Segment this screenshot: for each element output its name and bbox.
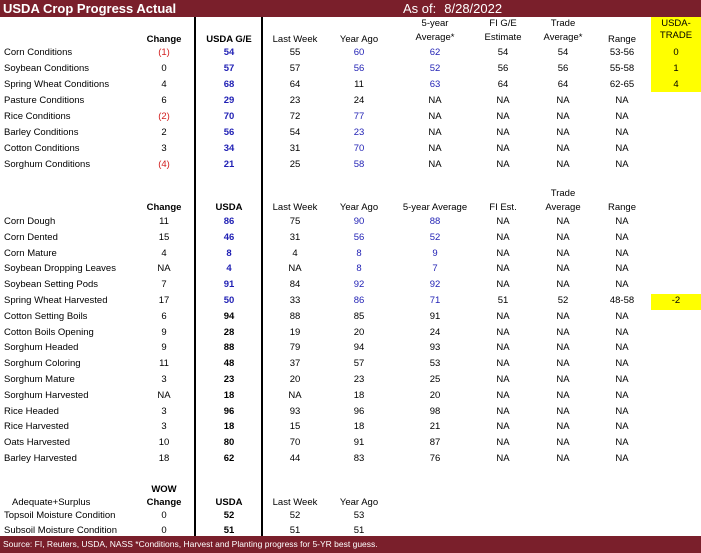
fi-estimate-value: 54 — [497, 47, 509, 58]
change-value: 17 — [158, 295, 170, 306]
trade-average-value: NA — [556, 231, 570, 243]
header-usda: USDA — [215, 202, 243, 213]
fi-estimate-value: NA — [496, 143, 510, 154]
last-week-value: 70 — [289, 437, 301, 449]
usda-value: 80 — [223, 437, 235, 449]
fi-estimate-value: NA — [496, 421, 510, 433]
change-value: (4) — [158, 159, 170, 170]
fi-estimate-value: NA — [496, 437, 510, 449]
trade-average-value: 52 — [557, 295, 569, 306]
header-five-year: 5-year Average — [402, 202, 468, 213]
usda-value: 23 — [223, 374, 235, 385]
year-ago-value: 11 — [354, 79, 364, 90]
five-year-value: 24 — [429, 326, 441, 338]
last-week-value: 4 — [292, 247, 298, 259]
range-value: NA — [615, 127, 629, 138]
usda-value: 29 — [223, 95, 235, 106]
last-week-value: 75 — [289, 216, 301, 227]
fi-estimate-value: NA — [496, 342, 510, 354]
as-of-label: As of: — [403, 1, 437, 16]
range-value: 55-58 — [609, 63, 635, 74]
range-value: NA — [615, 247, 629, 259]
last-week-value: 15 — [289, 421, 301, 433]
last-week-value: 25 — [289, 159, 301, 170]
range-value: NA — [615, 421, 629, 433]
trade-average-value: NA — [556, 437, 570, 449]
header-bar — [0, 0, 701, 17]
as-of-date — [403, 0, 502, 17]
change-value: 3 — [161, 405, 167, 417]
usda-value: 57 — [223, 63, 235, 74]
fi-estimate-value: NA — [496, 111, 510, 122]
change-value: 11 — [159, 216, 169, 227]
trade-average-value: NA — [556, 111, 570, 122]
last-week-value: 33 — [289, 295, 301, 306]
five-year-value: 63 — [429, 79, 441, 90]
change-value: NA — [157, 263, 171, 275]
year-ago-value: 86 — [353, 295, 365, 306]
last-week-value: 20 — [289, 374, 301, 385]
five-year-value: 62 — [429, 47, 441, 58]
header-usda-trade: USDA- — [661, 18, 691, 29]
row-label: Barley Harvested — [4, 453, 77, 464]
usda-value: 86 — [223, 216, 235, 227]
row-label: Cotton Boils Opening — [4, 326, 94, 338]
row-label: Rice Headed — [4, 405, 59, 417]
trade-average-value: NA — [556, 216, 570, 227]
year-ago-value: 18 — [353, 389, 365, 401]
row-label: Corn Dented — [4, 231, 58, 243]
header-trade-sub: Average — [545, 202, 581, 213]
fi-estimate-value: NA — [496, 358, 510, 370]
range-value: NA — [615, 389, 629, 401]
section-label-adequate-surplus: Adequate+Surplus — [12, 497, 91, 508]
year-ago-value: 23 — [353, 127, 365, 138]
row-label: Soybean Dropping Leaves — [4, 263, 116, 275]
five-year-value: NA — [428, 159, 442, 170]
trade-average-value: NA — [556, 326, 570, 338]
year-ago-value: 70 — [353, 143, 365, 154]
change-value: 9 — [161, 342, 167, 354]
change-value: 7 — [161, 279, 167, 291]
range-value: 48-58 — [609, 295, 635, 306]
last-week-value: 64 — [289, 79, 301, 90]
row-label: Sorghum Mature — [4, 374, 75, 385]
fi-estimate-value: NA — [496, 453, 510, 464]
header-wow-change: Change — [146, 497, 182, 508]
range-value: NA — [615, 310, 629, 322]
header-last-week: Last Week — [272, 497, 318, 508]
five-year-value: NA — [428, 95, 442, 106]
five-year-value: 9 — [432, 247, 438, 259]
header-fi-sub: Estimate — [484, 32, 522, 43]
fi-estimate-value: 64 — [497, 79, 509, 90]
usda-trade-value: 4 — [673, 79, 679, 90]
last-week-value: 79 — [289, 342, 301, 354]
usda-value: 46 — [223, 231, 235, 243]
trade-average-value: NA — [556, 374, 570, 385]
trade-average-value: 56 — [557, 63, 569, 74]
fi-estimate-value: 51 — [497, 295, 509, 306]
row-label: Cotton Setting Boils — [4, 310, 88, 322]
year-ago-value: 90 — [353, 216, 365, 227]
five-year-value: 88 — [429, 216, 441, 227]
five-year-value: 21 — [429, 421, 441, 433]
range-value: NA — [615, 342, 629, 354]
usda-value: 8 — [226, 247, 232, 259]
change-value: (2) — [158, 111, 170, 122]
five-year-value: 53 — [429, 358, 441, 370]
trade-average-value: NA — [556, 342, 570, 354]
header-usda: USDA G/E — [206, 34, 252, 45]
header-change: Change — [146, 202, 182, 213]
five-year-value: 93 — [429, 342, 441, 354]
change-value: 0 — [161, 63, 167, 74]
change-value: 0 — [161, 525, 167, 536]
year-ago-value: 60 — [353, 47, 365, 58]
row-label: Oats Harvested — [4, 437, 70, 449]
last-week-value: 31 — [289, 143, 301, 154]
usda-value: 88 — [223, 342, 235, 354]
change-value: 9 — [161, 326, 167, 338]
header-fi: FI Est. — [489, 202, 517, 213]
last-week-value: 52 — [289, 510, 301, 521]
fi-estimate-value: NA — [496, 326, 510, 338]
change-value: 4 — [161, 247, 167, 259]
last-week-value: 72 — [289, 111, 301, 122]
trade-average-value: NA — [556, 127, 570, 138]
usda-trade-value: -2 — [671, 295, 681, 306]
header-usda-trade-sub: TRADE — [659, 30, 693, 41]
range-value: NA — [615, 326, 629, 338]
fi-estimate-value: NA — [496, 95, 510, 106]
row-label: Spring Wheat Conditions — [4, 79, 110, 90]
year-ago-value: 57 — [353, 358, 365, 370]
trade-average-value: 54 — [557, 47, 569, 58]
row-label: Rice Conditions — [4, 111, 71, 122]
header-year-ago: Year Ago — [339, 497, 379, 508]
five-year-value: 25 — [429, 374, 441, 385]
last-week-value: 37 — [289, 358, 301, 370]
five-year-value: 98 — [429, 405, 441, 417]
trade-average-value: NA — [556, 453, 570, 464]
footer-bar — [0, 536, 701, 553]
usda-value: 18 — [223, 389, 235, 401]
last-week-value: 51 — [289, 525, 301, 536]
header-last-week: Last Week — [272, 202, 318, 213]
year-ago-value: 91 — [353, 437, 365, 449]
change-value: 10 — [158, 437, 170, 449]
row-label: Corn Dough — [4, 216, 56, 227]
header-range: Range — [608, 34, 636, 45]
year-ago-value: 8 — [356, 263, 362, 275]
range-value: 53-56 — [609, 47, 635, 58]
fi-estimate-value: NA — [496, 127, 510, 138]
five-year-value: 91 — [429, 310, 441, 322]
last-week-value: 54 — [289, 127, 301, 138]
year-ago-value: 23 — [353, 374, 365, 385]
header-range: Range — [608, 202, 636, 213]
range-value: NA — [615, 358, 629, 370]
five-year-value: 92 — [429, 279, 441, 291]
year-ago-value: 56 — [353, 63, 365, 74]
usda-value: 70 — [223, 111, 235, 122]
usda-trade-value: 0 — [673, 47, 679, 58]
header-five-year-sub: Average* — [415, 32, 455, 43]
source-note: Source: FI, Reuters, USDA, NASS *Conditions, Harvest and Planting progress for 5-YR best guess. — [3, 539, 378, 549]
last-week-value: NA — [288, 389, 302, 401]
change-value: (1) — [158, 47, 170, 58]
five-year-value: NA — [428, 127, 442, 138]
header-trade-sub: Average* — [543, 32, 583, 43]
report-title: USDA Crop Progress Actual — [3, 1, 177, 16]
row-label: Sorghum Conditions — [4, 159, 91, 170]
row-label: Soybean Conditions — [4, 63, 90, 74]
fi-estimate-value: NA — [496, 159, 510, 170]
year-ago-value: 8 — [356, 247, 362, 259]
row-label: Sorghum Headed — [4, 342, 79, 354]
five-year-value: 20 — [429, 389, 441, 401]
last-week-value: 88 — [289, 310, 301, 322]
fi-estimate-value: NA — [496, 389, 510, 401]
year-ago-value: 58 — [353, 159, 365, 170]
last-week-value: 19 — [289, 326, 301, 338]
fi-estimate-value: NA — [496, 216, 510, 227]
range-value: NA — [615, 111, 629, 122]
range-value: NA — [615, 453, 629, 464]
year-ago-value: 51 — [353, 525, 365, 536]
usda-value: 51 — [223, 525, 235, 536]
last-week-value: 44 — [289, 453, 301, 464]
last-week-value: 93 — [289, 405, 301, 417]
trade-average-value: NA — [556, 159, 570, 170]
usda-value: 94 — [223, 310, 235, 322]
five-year-value: NA — [428, 143, 442, 154]
range-value: NA — [615, 279, 629, 291]
header-change: Change — [146, 34, 182, 45]
fi-estimate-value: NA — [496, 374, 510, 385]
range-value: NA — [615, 95, 629, 106]
range-value: NA — [615, 437, 629, 449]
last-week-value: NA — [288, 263, 302, 275]
row-label: Soybean Setting Pods — [4, 279, 99, 291]
usda-value: 54 — [223, 47, 235, 58]
change-value: 4 — [161, 79, 167, 90]
usda-value: 68 — [223, 79, 235, 90]
header-trade: Trade — [550, 188, 576, 199]
year-ago-value: 20 — [353, 326, 365, 338]
row-label: Subsoil Moisture Condition — [4, 525, 118, 536]
trade-average-value: NA — [556, 389, 570, 401]
header-wow: WOW — [151, 484, 177, 495]
year-ago-value: 92 — [353, 279, 365, 291]
trade-average-value: NA — [556, 310, 570, 322]
year-ago-value: 85 — [353, 310, 365, 322]
row-label: Cotton Conditions — [4, 143, 80, 154]
change-value: 3 — [161, 143, 167, 154]
fi-estimate-value: NA — [496, 231, 510, 243]
five-year-value: 52 — [429, 231, 441, 243]
row-label: Rice Harvested — [4, 421, 69, 433]
change-value: 0 — [161, 510, 167, 521]
row-label: Sorghum Coloring — [4, 358, 81, 370]
usda-value: 34 — [223, 143, 235, 154]
five-year-value: 76 — [429, 453, 441, 464]
year-ago-value: 18 — [353, 421, 365, 433]
usda-trade-value: 1 — [673, 63, 679, 74]
fi-estimate-value: NA — [496, 279, 510, 291]
trade-average-value: NA — [556, 358, 570, 370]
trade-average-value: NA — [556, 263, 570, 275]
header-usda: USDA — [215, 497, 243, 508]
five-year-value: 87 — [429, 437, 441, 449]
fi-estimate-value: NA — [496, 405, 510, 417]
row-label: Barley Conditions — [4, 127, 79, 138]
trade-average-value: NA — [556, 421, 570, 433]
year-ago-value: 96 — [353, 405, 365, 417]
row-label: Sorghum Harvested — [4, 389, 89, 401]
header-last-week: Last Week — [272, 34, 318, 45]
as-of-value: 8/28/2022 — [444, 1, 503, 16]
range-value: NA — [615, 143, 629, 154]
range-value: NA — [615, 263, 629, 275]
row-label: Corn Conditions — [4, 47, 73, 58]
header-year-ago: Year Ago — [339, 202, 379, 213]
change-value: 3 — [161, 374, 167, 385]
fi-estimate-value: NA — [496, 310, 510, 322]
usda-value: 52 — [223, 510, 235, 521]
five-year-value: 52 — [429, 63, 441, 74]
usda-value: 48 — [223, 358, 235, 370]
header-trade: Trade — [550, 18, 576, 29]
change-value: NA — [157, 389, 171, 401]
last-week-value: 55 — [289, 47, 301, 58]
trade-average-value: NA — [556, 95, 570, 106]
last-week-value: 23 — [289, 95, 301, 106]
range-value: NA — [615, 216, 629, 227]
header-five-year: 5-year — [421, 18, 449, 29]
last-week-value: 31 — [289, 231, 301, 243]
usda-value: 21 — [223, 159, 235, 170]
row-label: Topsoil Moisture Condition — [4, 510, 116, 521]
year-ago-value: 56 — [353, 231, 365, 243]
trade-average-value: NA — [556, 247, 570, 259]
change-value: 3 — [161, 421, 167, 433]
header-year-ago: Year Ago — [339, 34, 379, 45]
year-ago-value: 77 — [353, 111, 365, 122]
last-week-value: 57 — [289, 63, 301, 74]
year-ago-value: 53 — [353, 510, 365, 521]
usda-value: 91 — [223, 279, 235, 291]
usda-value: 28 — [223, 326, 235, 338]
usda-value: 96 — [223, 405, 235, 417]
range-value: NA — [615, 374, 629, 385]
trade-average-value: NA — [556, 143, 570, 154]
range-value: NA — [615, 405, 629, 417]
row-label: Corn Mature — [4, 247, 57, 259]
change-value: 15 — [158, 231, 170, 243]
change-value: 2 — [161, 127, 167, 138]
change-value: 11 — [159, 358, 169, 370]
last-week-value: 84 — [289, 279, 301, 291]
trade-average-value: 64 — [557, 79, 569, 90]
range-value: NA — [615, 159, 629, 170]
row-label: Spring Wheat Harvested — [4, 295, 108, 306]
five-year-value: NA — [428, 111, 442, 122]
range-value: NA — [615, 231, 629, 243]
usda-value: 62 — [223, 453, 235, 464]
change-value: 18 — [158, 453, 170, 464]
usda-value: 50 — [223, 295, 235, 306]
trade-average-value: NA — [556, 405, 570, 417]
usda-value: 4 — [226, 263, 232, 275]
change-value: 6 — [161, 310, 167, 322]
header-fi: FI G/E — [489, 18, 517, 29]
usda-value: 18 — [223, 421, 235, 433]
range-value: 62-65 — [609, 79, 635, 90]
fi-estimate-value: NA — [496, 263, 510, 275]
change-value: 6 — [161, 95, 167, 106]
year-ago-value: 24 — [353, 95, 365, 106]
trade-average-value: NA — [556, 279, 570, 291]
row-label: Pasture Conditions — [4, 95, 85, 106]
five-year-value: 71 — [429, 295, 441, 306]
fi-estimate-value: NA — [496, 247, 510, 259]
year-ago-value: 94 — [353, 342, 365, 354]
year-ago-value: 83 — [353, 453, 365, 464]
fi-estimate-value: 56 — [497, 63, 509, 74]
usda-value: 56 — [223, 127, 235, 138]
five-year-value: 7 — [432, 263, 438, 275]
